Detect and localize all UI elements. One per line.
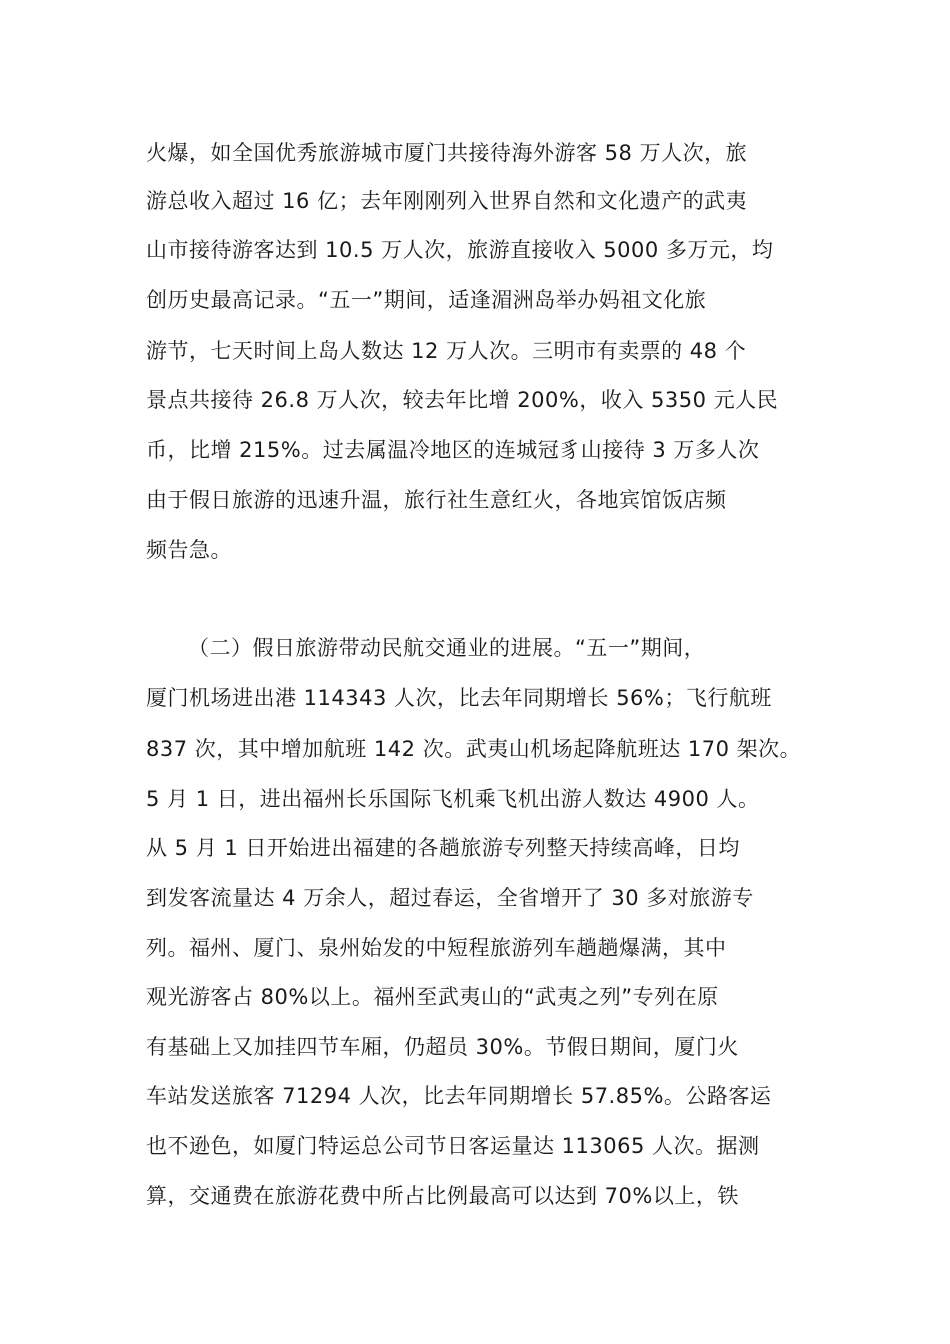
paragraph-line: 列。福州、厦门、泉州始发的中短程旅游列车趟趟爆满，其中 — [146, 936, 727, 960]
paragraph-line: 从 5 月 1 日开始进出福建的各趟旅游专列整天持续高峰，日均 — [146, 836, 740, 860]
section-heading-line: （二）假日旅游带动民航交通业的进展。“五一”期间， — [188, 636, 706, 660]
paragraph-line: 车站发送旅客 71294 人次，比去年同期增长 57.85%。公路客运 — [146, 1084, 772, 1108]
paragraph-line: 景点共接待 26.8 万人次，较去年比增 200%，收入 5350 元人民 — [146, 388, 779, 412]
paragraph-line: 算，交通费在旅游花费中所占比例最高可以达到 70%以上，铁 — [146, 1184, 739, 1208]
paragraph-line: 山市接待游客达到 10.5 万人次，旅游直接收入 5000 多万元，均 — [146, 238, 774, 262]
paragraph-line: 游节，七天时间上岛人数达 12 万人次。三明市有卖票的 48 个 — [146, 339, 747, 363]
paragraph-line: 观光游客占 80%以上。福州至武夷山的“武夷之列”专列在原 — [146, 985, 719, 1009]
paragraph-line: 币，比增 215%。过去属温冷地区的连城冠豸山接待 3 万多人次 — [146, 438, 760, 462]
paragraph-line: 创历史最高记录。“五一”期间，适逢湄洲岛举办妈祖文化旅 — [146, 288, 707, 312]
paragraph-line: 也不逊色，如厦门特运总公司节日客运量达 113065 人次。据测 — [146, 1134, 760, 1158]
paragraph-line: 厦门机场进出港 114343 人次，比去年同期增长 56%；飞行航班 — [146, 686, 772, 710]
paragraph-line: 837 次，其中增加航班 142 次。武夷山机场起降航班达 170 架次。 — [146, 737, 802, 761]
paragraph-line: 火爆，如全国优秀旅游城市厦门共接待海外游客 58 万人次，旅 — [146, 141, 748, 165]
paragraph-line: 游总收入超过 16 亿；去年刚刚列入世界自然和文化遗产的武夷 — [146, 189, 748, 213]
paragraph-line: 到发客流量达 4 万余人，超过春运，全省增开了 30 多对旅游专 — [146, 886, 754, 910]
paragraph-line: 由于假日旅游的迅速升温，旅行社生意红火，各地宾馆饭店频 — [146, 488, 727, 512]
paragraph-line: 频告急。 — [146, 538, 232, 562]
paragraph-line: 5 月 1 日，进出福州长乐国际飞机乘飞机出游人数达 4900 人。 — [146, 787, 760, 811]
paragraph-line: 有基础上又加挂四节车厢，仍超员 30%。节假日期间，厦门火 — [146, 1035, 739, 1059]
